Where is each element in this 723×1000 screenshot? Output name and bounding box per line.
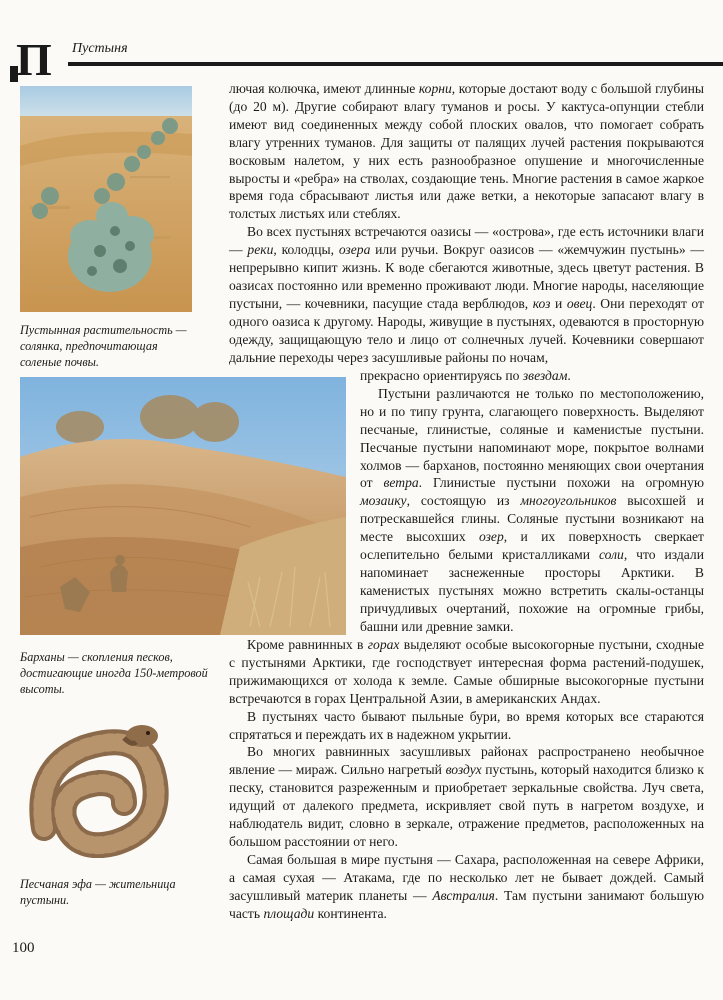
text-run: или ручьи. Вокруг оазисов — «жемчужин пустынь» — непрерывно кипит жизнь. К воде сбегаются животные, здесь цветут растения. В оазисах постоянно или временно проживают люди. Многие народы, населяющие пустыни, — кочевники, пасущие стада верблюдов, [229, 242, 704, 311]
text-column-top [229, 80, 704, 367]
text-column-bottom [229, 636, 704, 923]
text-run: . Там пустыни занимают большую часть [229, 887, 704, 921]
emphasized-term: Австралия [432, 887, 495, 903]
paragraph-3 [360, 385, 704, 636]
text-run: высохшей и потрескавшейся глины. Соляные пустыни возникают на месте высохших [360, 493, 704, 545]
text-run: пустынь, который находится близко к песку, становится разреженным и приобретает зеркальные свойства. Луч света, идущий от далекого предмета, искривляет свой путь в нагретом воздухе, и наблюдатель видит, словно в зеркале, отражение предметов, расположенных на большом расстоянии от него. [229, 762, 704, 849]
caption-plants: Пустынная растительность — солянка, предпочитающая соленые почвы. [20, 323, 187, 369]
text-run: , и их поверхность сверкает ослепительно белыми кристалликами [360, 529, 704, 563]
paragraph-4 [229, 636, 704, 708]
text-run: . Глинистые пустыни похожи на огромную [418, 475, 705, 491]
paragraph-7 [229, 851, 704, 923]
emphasized-term: соли [598, 547, 624, 563]
text-run: прекрасно ориентируясь по [360, 368, 523, 383]
text-run: , состоящую из [406, 493, 521, 509]
emphasized-term: площади [263, 905, 315, 921]
text-column-middle [360, 367, 704, 636]
page-number: 100 [12, 940, 35, 956]
text-run: , которые достают воду с большой глубины (до 20 м). Другие собирают влагу туманов и росы. У кактуса-опунции стебли имеют вид соединенных между собой плоских овалов, что помогает собрать влагу утренних туманов. Для защиты от палящих лучей растения покрываются восковым налетом, у них есть разнообразное опушение и многочисленные выросты и «ребра» на стволах, создающие тень. Многие растения в самое жаркое время года сбрасывают листья или даже ветки, а некоторые запасают влагу в толстых листьях или стеблях. [229, 81, 704, 222]
text-run: , что издали напоминает заснеженные просторы Арктики. В каменистых пустынях можно встретить скалы-останцы причудливых очертаний, похожие на огромные грибы, башни или древние замки. [360, 547, 704, 634]
photo-sand-dunes [20, 377, 346, 635]
header-title: Пустыня [72, 41, 128, 56]
text-run: Самая большая в мире пустыня — Сахара, расположенная на севере Африки, а самая сухая — Атакама, где по несколько лет не бывает дождей. Самый засушливый материк планеты — [229, 851, 704, 903]
caption-snake: Песчаная эфа — жительница пустыни. [20, 877, 176, 907]
text-run: . Они переходят от одного оазиса к другому. Народы, живущие в пустынях, одеваются в просторную одежду, защищающую тело и лицо от солнечных лучей. Кочевники совершают дальние переходы через засушливые районы по ночам, [229, 295, 704, 365]
emphasized-term: горах [367, 637, 400, 652]
emphasized-term: многоугольников [520, 493, 617, 509]
emphasized-term: озера [338, 242, 371, 258]
caption-dunes: Барханы — скопления песков, достигающие иногда 150-метровой высоты. [20, 650, 208, 696]
emphasized-term: озер [479, 529, 504, 545]
paragraph-6 [229, 743, 704, 850]
text-run: выделяют особые высокогорные пустыни, сходные с пустынями Арктики, где господствует интересная форма растений-подушек, прижимающихся от холода к земле. Самые обширные высокогорные пустыни встречаются в горах Центральной Азии, в американских Андах. [229, 637, 704, 706]
emphasized-term: воздух [445, 762, 482, 778]
header-rule [66, 62, 723, 66]
emphasized-term: реки [247, 242, 274, 258]
emphasized-term: ветра [383, 475, 419, 491]
emphasized-term: звездам [522, 368, 568, 383]
text-run: Во всех пустынях встречаются оазисы — «острова», где есть источники влаги — [229, 224, 704, 258]
text-run: Во многих равнинных засушливых районах распространено необычное явление — мираж. Сильно нагретый [229, 744, 704, 778]
paragraph-5 [229, 708, 704, 744]
emphasized-term: коз [532, 295, 551, 311]
emphasized-term: корни [418, 81, 452, 96]
paragraph-2 [229, 223, 704, 366]
emphasized-term: мозаику [360, 493, 407, 509]
photo-sand-viper [24, 708, 172, 858]
text-run: Пустыни различаются не только по местоположению, но и по типу грунта, слагающего поверхность. Выделяют песчаные, глинистые, соляные и каменистые пустыни. Песчаные пустыни напоминают море, покрытое волнами холмов — барханов, постоянно меняющих свои очертания от [360, 385, 704, 491]
text-run: . [567, 368, 571, 383]
text-run: , колодцы, [273, 242, 339, 258]
text-run: лючая колючка, имеют длинные [229, 81, 419, 96]
text-run: Кроме равнинных в [247, 637, 368, 652]
text-run: и [550, 295, 567, 311]
paragraph-1 [229, 80, 704, 223]
text-run: континента. [314, 905, 387, 921]
header-letter: П [16, 34, 50, 85]
text-run: В пустынях часто бывают пыльные бури, во время которых все стараются спрятаться и переждать их в надежном укрытии. [229, 708, 704, 742]
emphasized-term: овец [566, 295, 593, 311]
photo-desert-plants [20, 86, 192, 312]
paragraph-2-end [360, 367, 704, 385]
header-letter-box [10, 34, 68, 85]
page-header [10, 34, 723, 85]
